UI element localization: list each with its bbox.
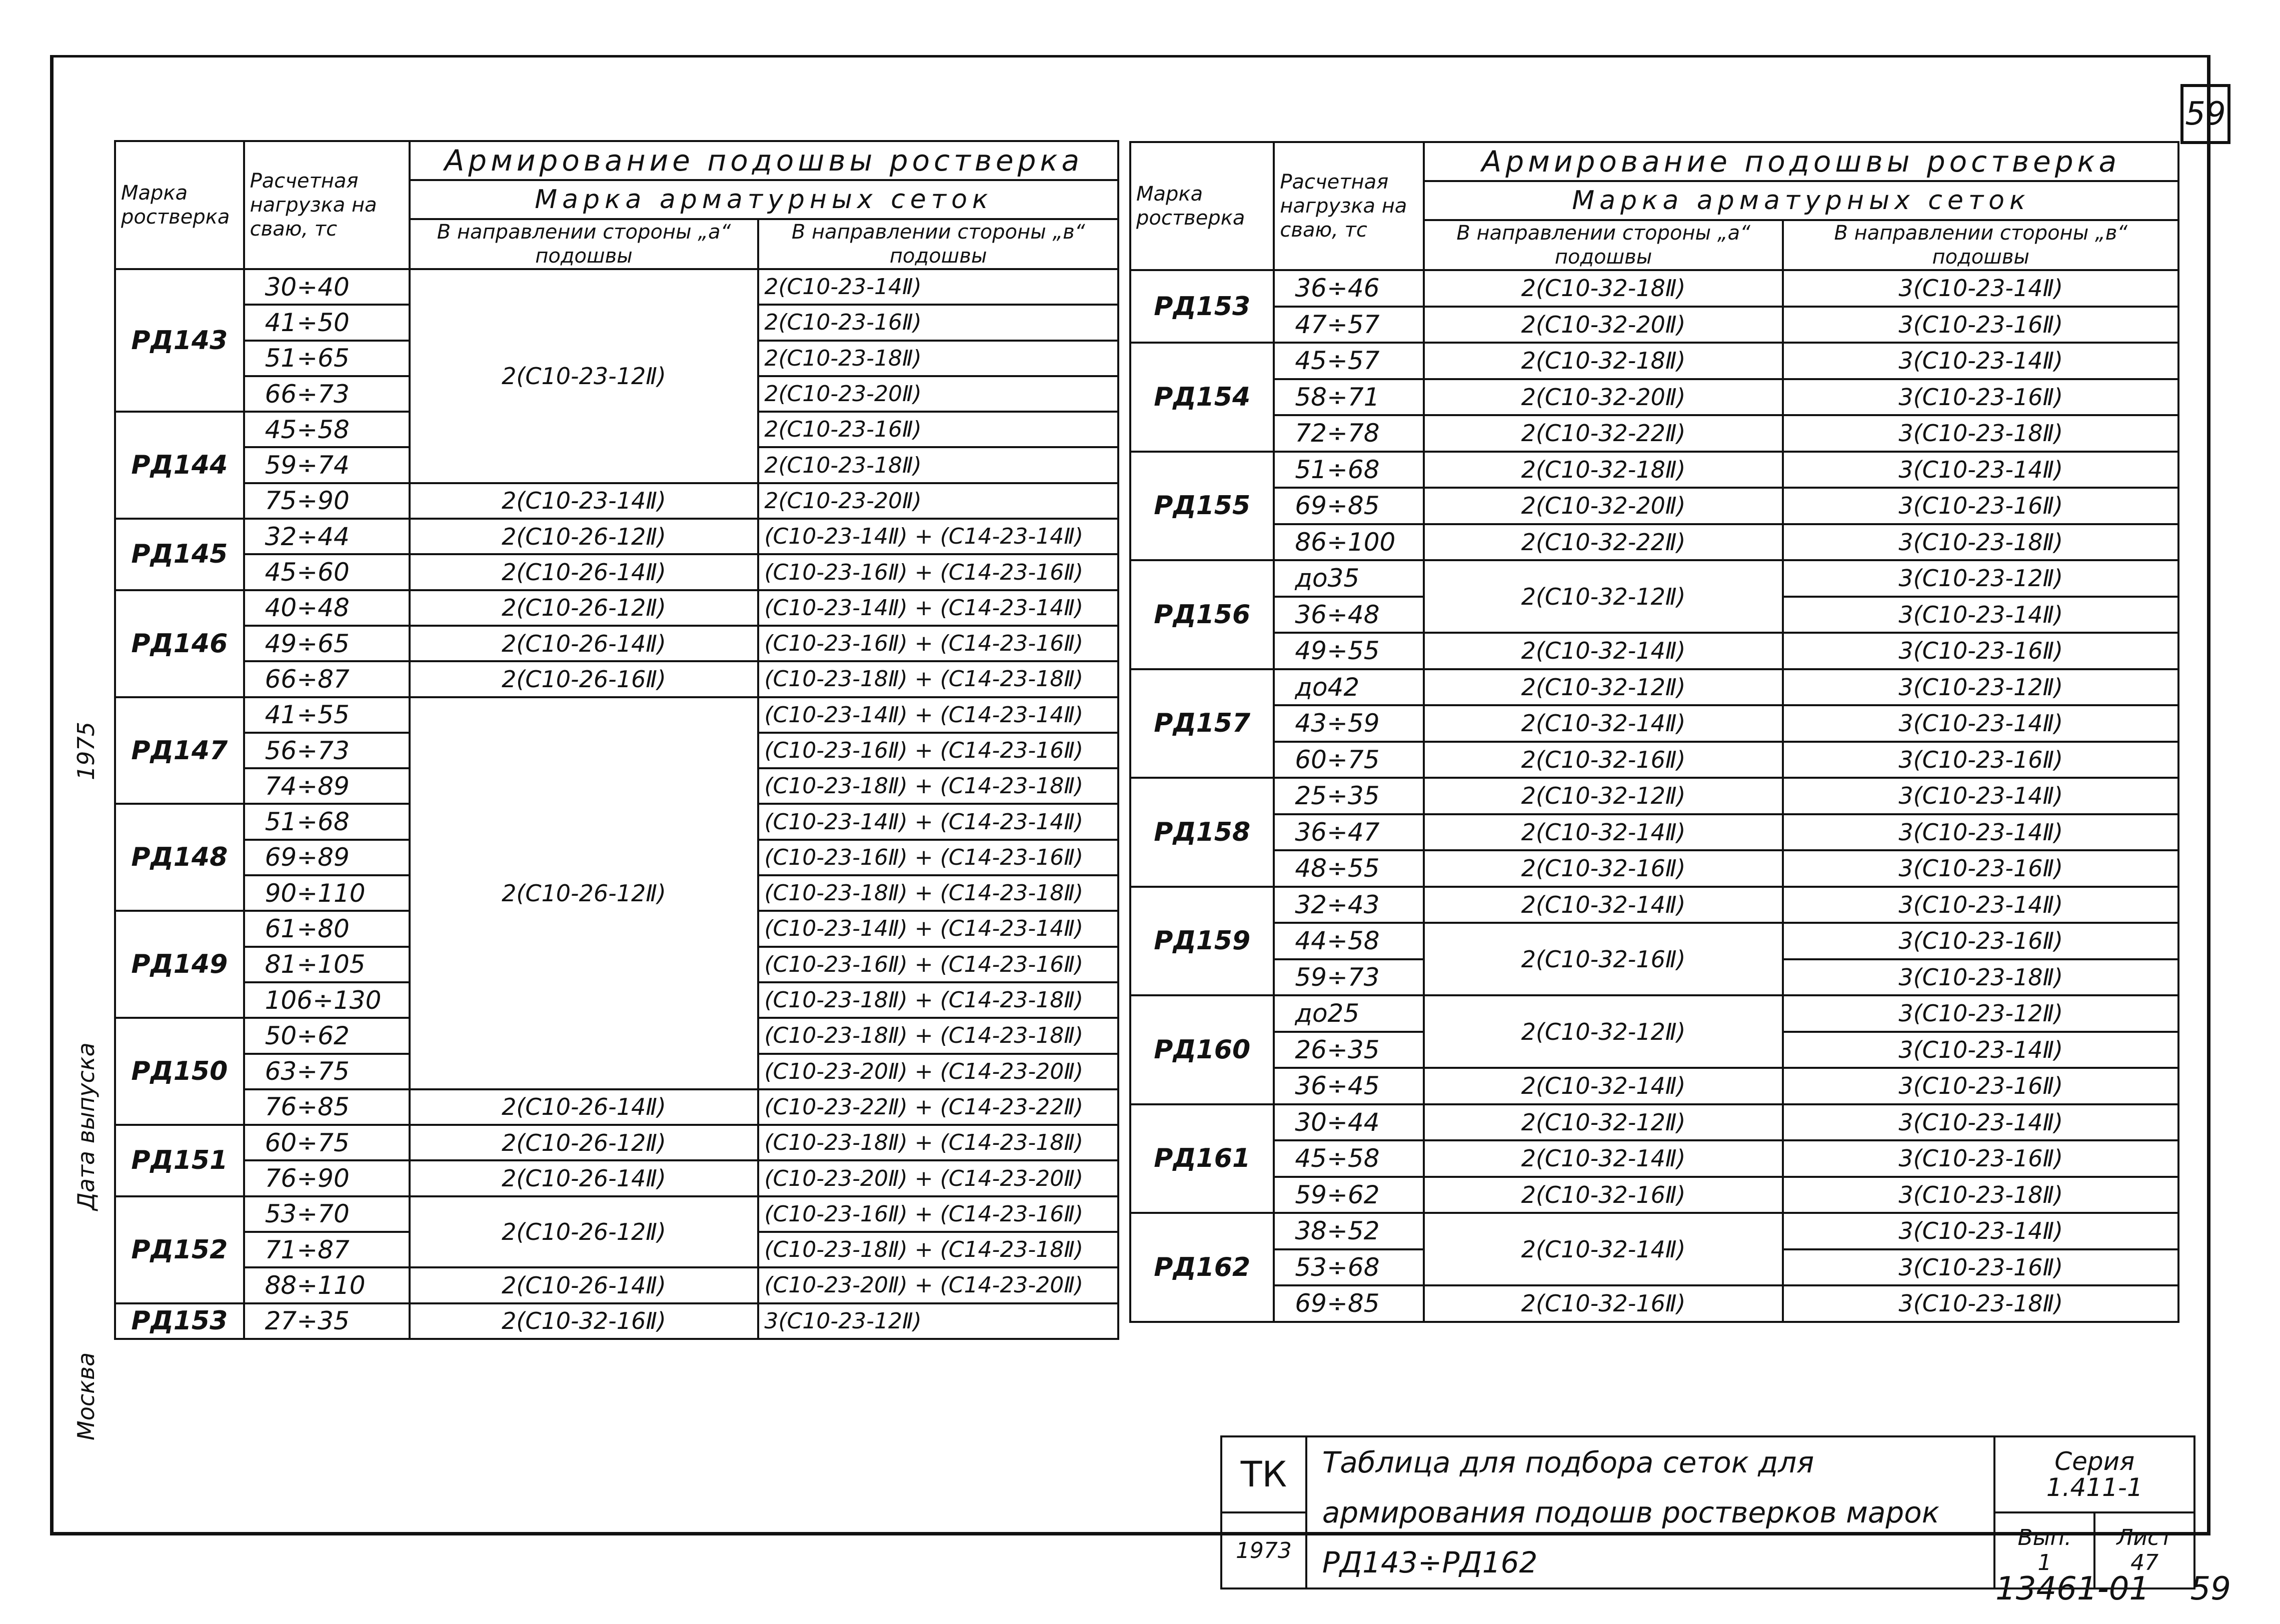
mesh-side-b: (С10-23-14Ⅱ) + (С14-23-14Ⅱ) [758,804,1118,839]
mesh-side-a: 2(С10-32-20Ⅱ) [1424,307,1783,343]
mesh-side-a: 2(С10-26-14Ⅱ) [410,1089,759,1125]
side-label: Дата выпуска [73,1042,100,1210]
pile-load: 48÷55 [1274,850,1423,887]
mesh-side-b: 3(С10-23-16Ⅱ) [1783,633,2178,669]
mesh-side-b: (С10-23-18Ⅱ) + (С14-23-18Ⅱ) [758,768,1118,804]
header-reinforcement: Армирование подошвы ростверка [410,141,1118,180]
pile-load: 47÷57 [1274,307,1423,343]
mesh-side-b: 3(С10-23-16Ⅱ) [1783,850,2178,887]
pile-cap-mark: РД160 [1130,995,1274,1104]
mesh-side-b: 3(С10-23-16Ⅱ) [1783,488,2178,524]
mesh-side-b: 3(С10-23-18Ⅱ) [1783,524,2178,561]
header-mesh-marks: Марка арматурных сеток [410,180,1118,219]
mesh-side-a: 2(С10-26-12Ⅱ) [410,519,759,554]
header-dir-b: В направлении стороны „в“ подошвы [758,219,1118,269]
pile-load: 63÷75 [244,1054,410,1089]
mesh-side-a: 2(С10-26-12Ⅱ) [410,590,759,626]
pile-load: 60÷75 [244,1125,410,1160]
pile-load: 27÷35 [244,1303,410,1339]
mesh-side-a: 2(С10-32-18Ⅱ) [1424,270,1783,307]
pile-load: 36÷48 [1274,597,1423,633]
pile-load: 86÷100 [1274,524,1423,561]
pile-load: 90÷110 [244,875,410,911]
mesh-side-b: 3(С10-23-14Ⅱ) [1783,1213,2178,1249]
pile-load: 88÷110 [244,1267,410,1303]
header-load: Расчетная нагрузка на сваю, тс [244,141,410,269]
pile-load: 30÷44 [1274,1104,1423,1141]
table-row [115,697,1118,733]
mesh-side-b: (С10-23-18Ⅱ) + (С14-23-18Ⅱ) [758,1018,1118,1053]
mesh-side-b: 2(С10-23-16Ⅱ) [758,305,1118,340]
footer-page: 59 [2190,1570,2231,1607]
footer [1995,1570,2231,1607]
pile-load: 81÷105 [244,947,410,982]
mesh-side-b: 3(С10-23-16Ⅱ) [1783,1140,2178,1177]
mesh-side-b: (С10-23-14Ⅱ) + (С14-23-14Ⅱ) [758,697,1118,733]
mesh-side-b: 3(С10-23-14Ⅱ) [1783,887,2178,923]
table-row [1130,379,2178,416]
table-row [1130,524,2178,561]
table-row [115,1160,1118,1196]
table-row [115,1267,1118,1303]
mesh-side-a: 2(С10-26-14Ⅱ) [410,626,759,661]
pile-load: 36÷45 [1274,1068,1423,1104]
mesh-side-a: 2(С10-32-16Ⅱ) [1424,1177,1783,1213]
pile-cap-mark: РД162 [1130,1213,1274,1322]
header-load: Расчетная нагрузка на сваю, тс [1274,142,1423,270]
table-row [1130,452,2178,488]
mesh-side-b: 3(С10-23-12Ⅱ) [1783,669,2178,706]
pile-load: 75÷90 [244,483,410,519]
series-value: 1.411-1 [2046,1473,2143,1502]
pile-load: 38÷52 [1274,1213,1423,1249]
left-table [114,140,1119,1340]
mesh-side-a: 2(С10-32-16Ⅱ) [1424,742,1783,778]
mesh-side-a: 2(С10-32-22Ⅱ) [1424,415,1783,452]
pile-cap-mark: РД151 [115,1125,244,1196]
pile-load: 66÷73 [244,376,410,412]
header-mark: Марка ростверка [115,141,244,269]
pile-load: 66÷87 [244,661,410,697]
mesh-side-b: 3(С10-23-14Ⅱ) [1783,1032,2178,1068]
mesh-side-b: 3(С10-23-14Ⅱ) [1783,705,2178,742]
pile-cap-mark: РД158 [1130,778,1274,887]
pile-cap-mark: РД147 [115,697,244,804]
pile-load: 74÷89 [244,768,410,804]
pile-load: 25÷35 [1274,778,1423,814]
pile-load: 69÷89 [244,840,410,875]
mesh-side-b: (С10-23-16Ⅱ) + (С14-23-16Ⅱ) [758,1196,1118,1232]
mesh-side-a: 2(С10-32-12Ⅱ) [1424,669,1783,706]
mesh-side-b: 3(С10-23-14Ⅱ) [1783,778,2178,814]
pile-load: до25 [1274,995,1423,1032]
mesh-side-b: 3(С10-23-18Ⅱ) [1783,959,2178,996]
pile-load: 60÷75 [1274,742,1423,778]
mesh-side-a: 2(С10-32-12Ⅱ) [1424,995,1783,1068]
issue-label: Вып. [2017,1525,2072,1550]
table-row [1130,995,2178,1032]
pile-load: 53÷70 [244,1196,410,1232]
table-row [1130,669,2178,706]
pile-load: 44÷58 [1274,923,1423,959]
sheet-number: 59 [2180,84,2230,144]
table-row [1130,1068,2178,1104]
pile-cap-mark: РД152 [115,1196,244,1303]
pile-cap-mark: РД155 [1130,452,1274,561]
series-label: Серия [2054,1447,2135,1476]
table-row [1130,887,2178,923]
table-row [115,1125,1118,1160]
mesh-side-b: 3(С10-23-12Ⅱ) [1783,560,2178,597]
pile-cap-mark: РД159 [1130,887,1274,996]
mesh-side-b: 2(С10-23-16Ⅱ) [758,412,1118,447]
table-row [1130,560,2178,597]
mesh-side-b: 3(С10-23-14Ⅱ) [1783,597,2178,633]
mesh-side-b: (С10-23-16Ⅱ) + (С14-23-16Ⅱ) [758,626,1118,661]
mesh-side-a: 2(С10-32-12Ⅱ) [1424,560,1783,633]
header-mark: Марка ростверка [1130,142,1274,270]
pile-load: 32÷44 [244,519,410,554]
mesh-side-b: (С10-23-14Ⅱ) + (С14-23-14Ⅱ) [758,519,1118,554]
mesh-side-a: 2(С10-26-12Ⅱ) [410,1196,759,1268]
mesh-side-b: (С10-23-14Ⅱ) + (С14-23-14Ⅱ) [758,590,1118,626]
table-row [1130,1177,2178,1213]
table-row [1130,814,2178,851]
header-dir-a: В направлении стороны „а“ подошвы [1424,220,1783,270]
pile-load: 32÷43 [1274,887,1423,923]
pile-cap-mark: РД154 [1130,343,1274,452]
mesh-side-b: 3(С10-23-18Ⅱ) [1783,1285,2178,1322]
table-row [115,1303,1118,1339]
mesh-side-a: 2(С10-32-18Ⅱ) [1424,452,1783,488]
pile-cap-mark: РД161 [1130,1104,1274,1213]
mesh-side-a: 2(С10-32-22Ⅱ) [1424,524,1783,561]
mesh-side-b: 3(С10-23-16Ⅱ) [1783,379,2178,416]
mesh-side-a: 2(С10-32-12Ⅱ) [1424,778,1783,814]
table-row [115,483,1118,519]
mesh-side-b: (С10-23-18Ⅱ) + (С14-23-18Ⅱ) [758,1125,1118,1160]
pile-load: 51÷65 [244,341,410,376]
pile-cap-mark: РД153 [1130,270,1274,343]
mesh-side-b: (С10-23-22Ⅱ) + (С14-23-22Ⅱ) [758,1089,1118,1125]
header-mesh-marks: Марка арматурных сеток [1424,181,2178,220]
mesh-side-a: 2(С10-32-16Ⅱ) [410,1303,759,1339]
pile-cap-mark: РД157 [1130,669,1274,778]
mesh-side-a: 2(С10-32-18Ⅱ) [1424,343,1783,379]
mesh-side-a: 2(С10-32-14Ⅱ) [1424,887,1783,923]
mesh-side-b: 2(С10-23-14Ⅱ) [758,269,1118,305]
pile-load: 106÷130 [244,982,410,1018]
sheet-value: 47 [2130,1550,2159,1575]
pile-load: 41÷55 [244,697,410,733]
pile-cap-mark: РД156 [1130,560,1274,669]
mesh-side-b: 3(С10-23-12Ⅱ) [758,1303,1118,1339]
pile-cap-mark: РД143 [115,269,244,412]
pile-load: 45÷57 [1274,343,1423,379]
header-reinforcement: Армирование подошвы ростверка [1424,142,2178,181]
mesh-side-b: (С10-23-18Ⅱ) + (С14-23-18Ⅱ) [758,982,1118,1018]
pile-cap-mark: РД153 [115,1303,244,1339]
mesh-side-b: 3(С10-23-16Ⅱ) [1783,1249,2178,1286]
mesh-side-a: 2(С10-32-16Ⅱ) [1424,850,1783,887]
pile-load: 56÷73 [244,733,410,768]
pile-load: 30÷40 [244,269,410,305]
mesh-side-a: 2(С10-26-12Ⅱ) [410,697,759,1089]
pile-load: 43÷59 [1274,705,1423,742]
mesh-side-b: 2(С10-23-20Ⅱ) [758,376,1118,412]
table-row [115,590,1118,626]
pile-load: 51÷68 [244,804,410,839]
pile-cap-mark: РД150 [115,1018,244,1125]
table-row [115,519,1118,554]
pile-load: 49÷55 [1274,633,1423,669]
table-row [115,626,1118,661]
mesh-side-b: 3(С10-23-16Ⅱ) [1783,307,2178,343]
table-row [1130,1285,2178,1322]
table-row [1130,850,2178,887]
title-block [1220,1435,2195,1589]
issue-value: 1 [2037,1550,2052,1575]
mesh-side-b: 3(С10-23-14Ⅱ) [1783,270,2178,307]
header-dir-b: В направлении стороны „в“ подошвы [1783,220,2178,270]
stamp-title: Таблица для подбора сеток для армирования подошв ростверков марок РД143÷РД162 [1306,1436,1995,1588]
mesh-side-a: 2(С10-32-14Ⅱ) [1424,814,1783,851]
pile-load: 59÷62 [1274,1177,1423,1213]
mesh-side-a: 2(С10-26-12Ⅱ) [410,1125,759,1160]
table-row [115,554,1118,590]
mesh-side-b: 3(С10-23-18Ⅱ) [1783,1177,2178,1213]
pile-cap-mark: РД144 [115,412,244,519]
table-row [1130,1104,2178,1141]
pile-load: 26÷35 [1274,1032,1423,1068]
table-row [1130,270,2178,307]
mesh-side-a: 2(С10-26-14Ⅱ) [410,1160,759,1196]
pile-load: 69÷85 [1274,1285,1423,1322]
footer-code: 13461-01 [1995,1570,2150,1607]
table-row [1130,705,2178,742]
pile-load: 50÷62 [244,1018,410,1053]
header-dir-a: В направлении стороны „а“ подошвы [410,219,759,269]
mesh-side-b: (С10-23-16Ⅱ) + (С14-23-16Ⅱ) [758,947,1118,982]
table-row [1130,1213,2178,1249]
mesh-side-b: (С10-23-18Ⅱ) + (С14-23-18Ⅱ) [758,1232,1118,1267]
pile-load: 40÷48 [244,590,410,626]
mesh-side-b: 2(С10-23-20Ⅱ) [758,483,1118,519]
mesh-side-b: (С10-23-20Ⅱ) + (С14-23-20Ⅱ) [758,1160,1118,1196]
mesh-side-b: (С10-23-20Ⅱ) + (С14-23-20Ⅱ) [758,1054,1118,1089]
table-row [1130,1140,2178,1177]
side-year: 1975 [73,721,100,780]
right-table [1129,141,2179,1323]
mesh-side-b: 3(С10-23-16Ⅱ) [1783,923,2178,959]
mesh-side-a: 2(С10-26-14Ⅱ) [410,554,759,590]
pile-load: 45÷58 [1274,1140,1423,1177]
pile-cap-mark: РД145 [115,519,244,590]
pile-load: до35 [1274,560,1423,597]
mesh-side-b: 3(С10-23-12Ⅱ) [1783,995,2178,1032]
stamp-org: ТК [1221,1436,1306,1512]
mesh-side-b: (С10-23-16Ⅱ) + (С14-23-16Ⅱ) [758,554,1118,590]
mesh-side-a: 2(С10-32-14Ⅱ) [1424,633,1783,669]
mesh-side-b: 3(С10-23-16Ⅱ) [1783,742,2178,778]
pile-load: 36÷46 [1274,270,1423,307]
mesh-side-a: 2(С10-32-20Ⅱ) [1424,488,1783,524]
pile-load: 45÷58 [244,412,410,447]
mesh-side-b: (С10-23-18Ⅱ) + (С14-23-18Ⅱ) [758,875,1118,911]
sheet-label: Лист [2116,1525,2172,1550]
mesh-side-b: (С10-23-14Ⅱ) + (С14-23-14Ⅱ) [758,911,1118,946]
pile-load: до42 [1274,669,1423,706]
pile-load: 36÷47 [1274,814,1423,851]
pile-cap-mark: РД148 [115,804,244,911]
pile-load: 41÷50 [244,305,410,340]
mesh-side-b: (С10-23-18Ⅱ) + (С14-23-18Ⅱ) [758,661,1118,697]
table-row [115,269,1118,305]
table-row [115,661,1118,697]
mesh-side-b: 3(С10-23-14Ⅱ) [1783,343,2178,379]
mesh-side-b: (С10-23-16Ⅱ) + (С14-23-16Ⅱ) [758,733,1118,768]
mesh-side-a: 2(С10-26-14Ⅱ) [410,1267,759,1303]
mesh-side-b: 2(С10-23-18Ⅱ) [758,341,1118,376]
side-stamp: Москва [73,1352,100,1440]
mesh-side-b: 3(С10-23-18Ⅱ) [1783,415,2178,452]
mesh-side-b: (С10-23-20Ⅱ) + (С14-23-20Ⅱ) [758,1267,1118,1303]
pile-cap-mark: РД149 [115,911,244,1018]
table-row [1130,778,2178,814]
table-row [1130,343,2178,379]
mesh-side-a: 2(С10-23-12Ⅱ) [410,269,759,483]
pile-load: 59÷74 [244,447,410,483]
mesh-side-a: 2(С10-32-14Ⅱ) [1424,1213,1783,1285]
mesh-side-b: 3(С10-23-14Ⅱ) [1783,1104,2178,1141]
table-row [1130,307,2178,343]
stamp-series [1994,1436,2194,1512]
pile-load: 61÷80 [244,911,410,946]
table-row [115,1196,1118,1232]
mesh-side-a: 2(С10-32-16Ⅱ) [1424,923,1783,995]
pile-load: 72÷78 [1274,415,1423,452]
mesh-side-a: 2(С10-26-16Ⅱ) [410,661,759,697]
pile-load: 49÷65 [244,626,410,661]
pile-load: 69÷85 [1274,488,1423,524]
mesh-side-a: 2(С10-32-14Ⅱ) [1424,705,1783,742]
table-row [1130,415,2178,452]
pile-load: 71÷87 [244,1232,410,1267]
mesh-side-a: 2(С10-32-12Ⅱ) [1424,1104,1783,1141]
pile-load: 53÷68 [1274,1249,1423,1286]
table-row [1130,488,2178,524]
mesh-side-b: 3(С10-23-14Ⅱ) [1783,452,2178,488]
pile-load: 45÷60 [244,554,410,590]
table-row [1130,633,2178,669]
pile-load: 51÷68 [1274,452,1423,488]
table-row [115,1089,1118,1125]
stamp-year: 1973 [1221,1512,1306,1588]
mesh-side-a: 2(С10-32-16Ⅱ) [1424,1285,1783,1322]
mesh-side-a: 2(С10-32-14Ⅱ) [1424,1140,1783,1177]
mesh-side-b: 2(С10-23-18Ⅱ) [758,447,1118,483]
pile-load: 59÷73 [1274,959,1423,996]
mesh-side-a: 2(С10-32-20Ⅱ) [1424,379,1783,416]
mesh-side-a: 2(С10-23-14Ⅱ) [410,483,759,519]
pile-load: 76÷90 [244,1160,410,1196]
mesh-side-b: 3(С10-23-14Ⅱ) [1783,814,2178,851]
table-row [1130,742,2178,778]
pile-load: 76÷85 [244,1089,410,1125]
mesh-side-b: 3(С10-23-16Ⅱ) [1783,1068,2178,1104]
table-row [1130,923,2178,959]
pile-cap-mark: РД146 [115,590,244,697]
pile-load: 58÷71 [1274,379,1423,416]
mesh-side-a: 2(С10-32-14Ⅱ) [1424,1068,1783,1104]
mesh-side-b: (С10-23-16Ⅱ) + (С14-23-16Ⅱ) [758,840,1118,875]
